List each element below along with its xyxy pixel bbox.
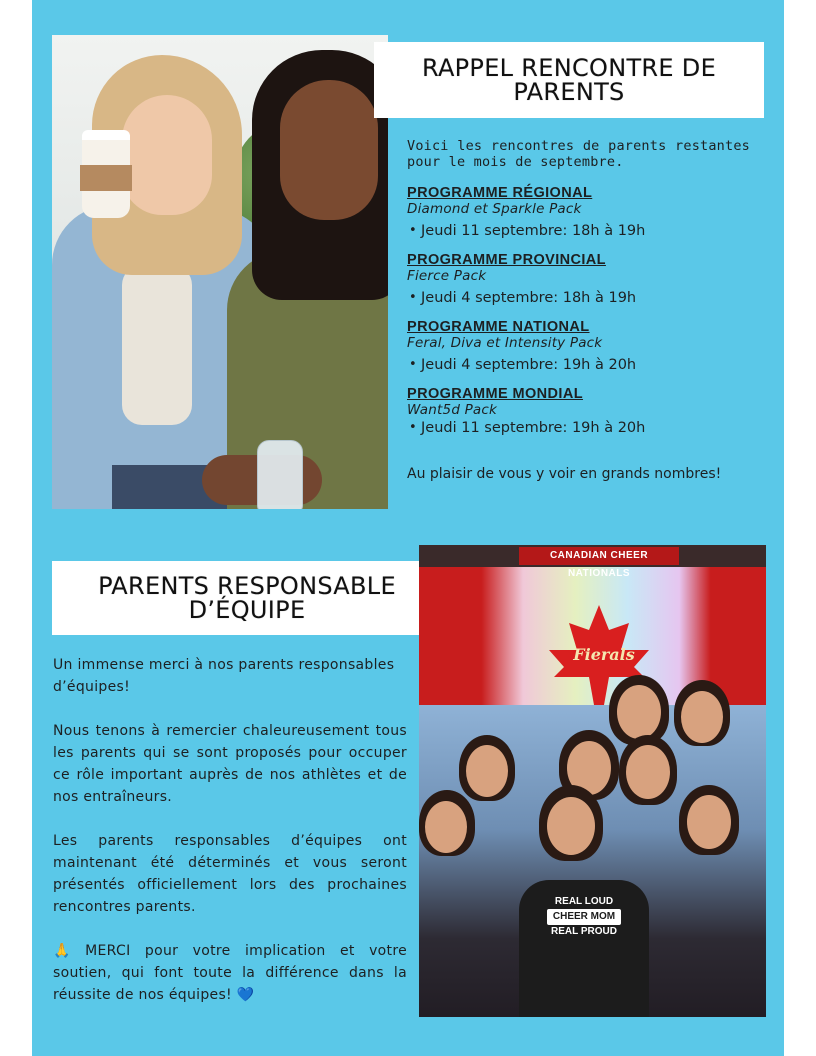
program-heading: PROGRAMME PROVINCIAL: [407, 252, 606, 268]
program-national: [407, 319, 750, 374]
parents-photo: [52, 35, 388, 509]
shirt-line: REAL LOUD: [554, 896, 614, 907]
blue-heart-icon: 💙: [236, 987, 255, 1003]
shirt-text: [521, 895, 647, 939]
cup-sleeve: [80, 165, 132, 191]
gratitude-paragraph: Nous tenons à remercier chaleureusement tous les parents qui se sont proposés pour occuper ce rôle important auprès de nos athlètes et de nos entraîneurs.: [53, 723, 407, 805]
person-face: [466, 745, 508, 797]
program-date: • Jeudi 11 septembre: 19h à 20h: [407, 419, 750, 437]
section1-title: RAPPEL RENCONTRE DE PARENTS: [421, 54, 717, 106]
team-logo: Fierals: [573, 645, 635, 664]
program-heading: PROGRAMME NATIONAL: [407, 319, 590, 335]
person-face: [626, 745, 670, 799]
person-face: [617, 685, 661, 739]
shirt-line: CHEER MOM: [547, 909, 621, 925]
thanks-paragraph: Un immense merci à nos parents responsables d’équipes!: [53, 657, 395, 695]
program-packs: Feral, Diva et Intensity Pack: [407, 335, 603, 351]
program-packs: Fierce Pack: [407, 268, 487, 284]
person-face: [547, 797, 595, 855]
meetings-closing: Au plaisir de vous y voir en grands nombres!: [407, 466, 722, 482]
announcement-paragraph: Les parents responsables d’équipes ont maintenant été déterminés et vous seront présentés officiellement lors des prochaines rencontres parents.: [53, 833, 407, 915]
praying-hands-icon: 🙏: [53, 943, 71, 959]
program-packs: Diamond et Sparkle Pack: [407, 201, 582, 217]
section2-title: PARENTS RESPONSABLE D’ÉQUIPE: [98, 572, 396, 624]
program-heading: PROGRAMME MONDIAL: [407, 386, 583, 402]
merci-text: MERCI pour votre implication et votre soutien, qui font toute la différence dans la réussite de nos équipes!: [53, 943, 407, 1003]
cheer-moms-photo: [419, 545, 766, 1017]
person-face: [687, 795, 731, 849]
merci-paragraph: [53, 940, 407, 1006]
program-date: • Jeudi 4 septembre: 19h à 20h: [407, 356, 750, 374]
program-provincial: [407, 252, 750, 307]
program-date: • Jeudi 4 septembre: 18h à 19h: [407, 289, 750, 307]
woman-right-face: [280, 80, 378, 220]
program-date: • Jeudi 11 septembre: 18h à 19h: [407, 222, 750, 240]
section2-title-box: [52, 561, 442, 635]
program-heading: PROGRAMME RÉGIONAL: [407, 185, 593, 201]
person-face: [425, 801, 467, 853]
program-mondial: [407, 386, 750, 437]
woman-left-top: [122, 265, 192, 425]
program-regional: [407, 185, 750, 240]
meetings-intro: Voici les rencontres de parents restantes pour le mois de septembre.: [407, 138, 750, 170]
event-banner: CANADIAN CHEER NATIONALS: [519, 547, 679, 565]
water-bottle: [257, 440, 303, 509]
program-packs: Want5d Pack: [407, 402, 498, 418]
section1-title-box: [374, 42, 764, 118]
meetings-section: [407, 138, 750, 483]
team-parents-section: [53, 654, 407, 1028]
shirt-line: REAL PROUD: [551, 926, 617, 937]
woman-left-face: [122, 95, 212, 215]
person-face: [681, 691, 723, 743]
